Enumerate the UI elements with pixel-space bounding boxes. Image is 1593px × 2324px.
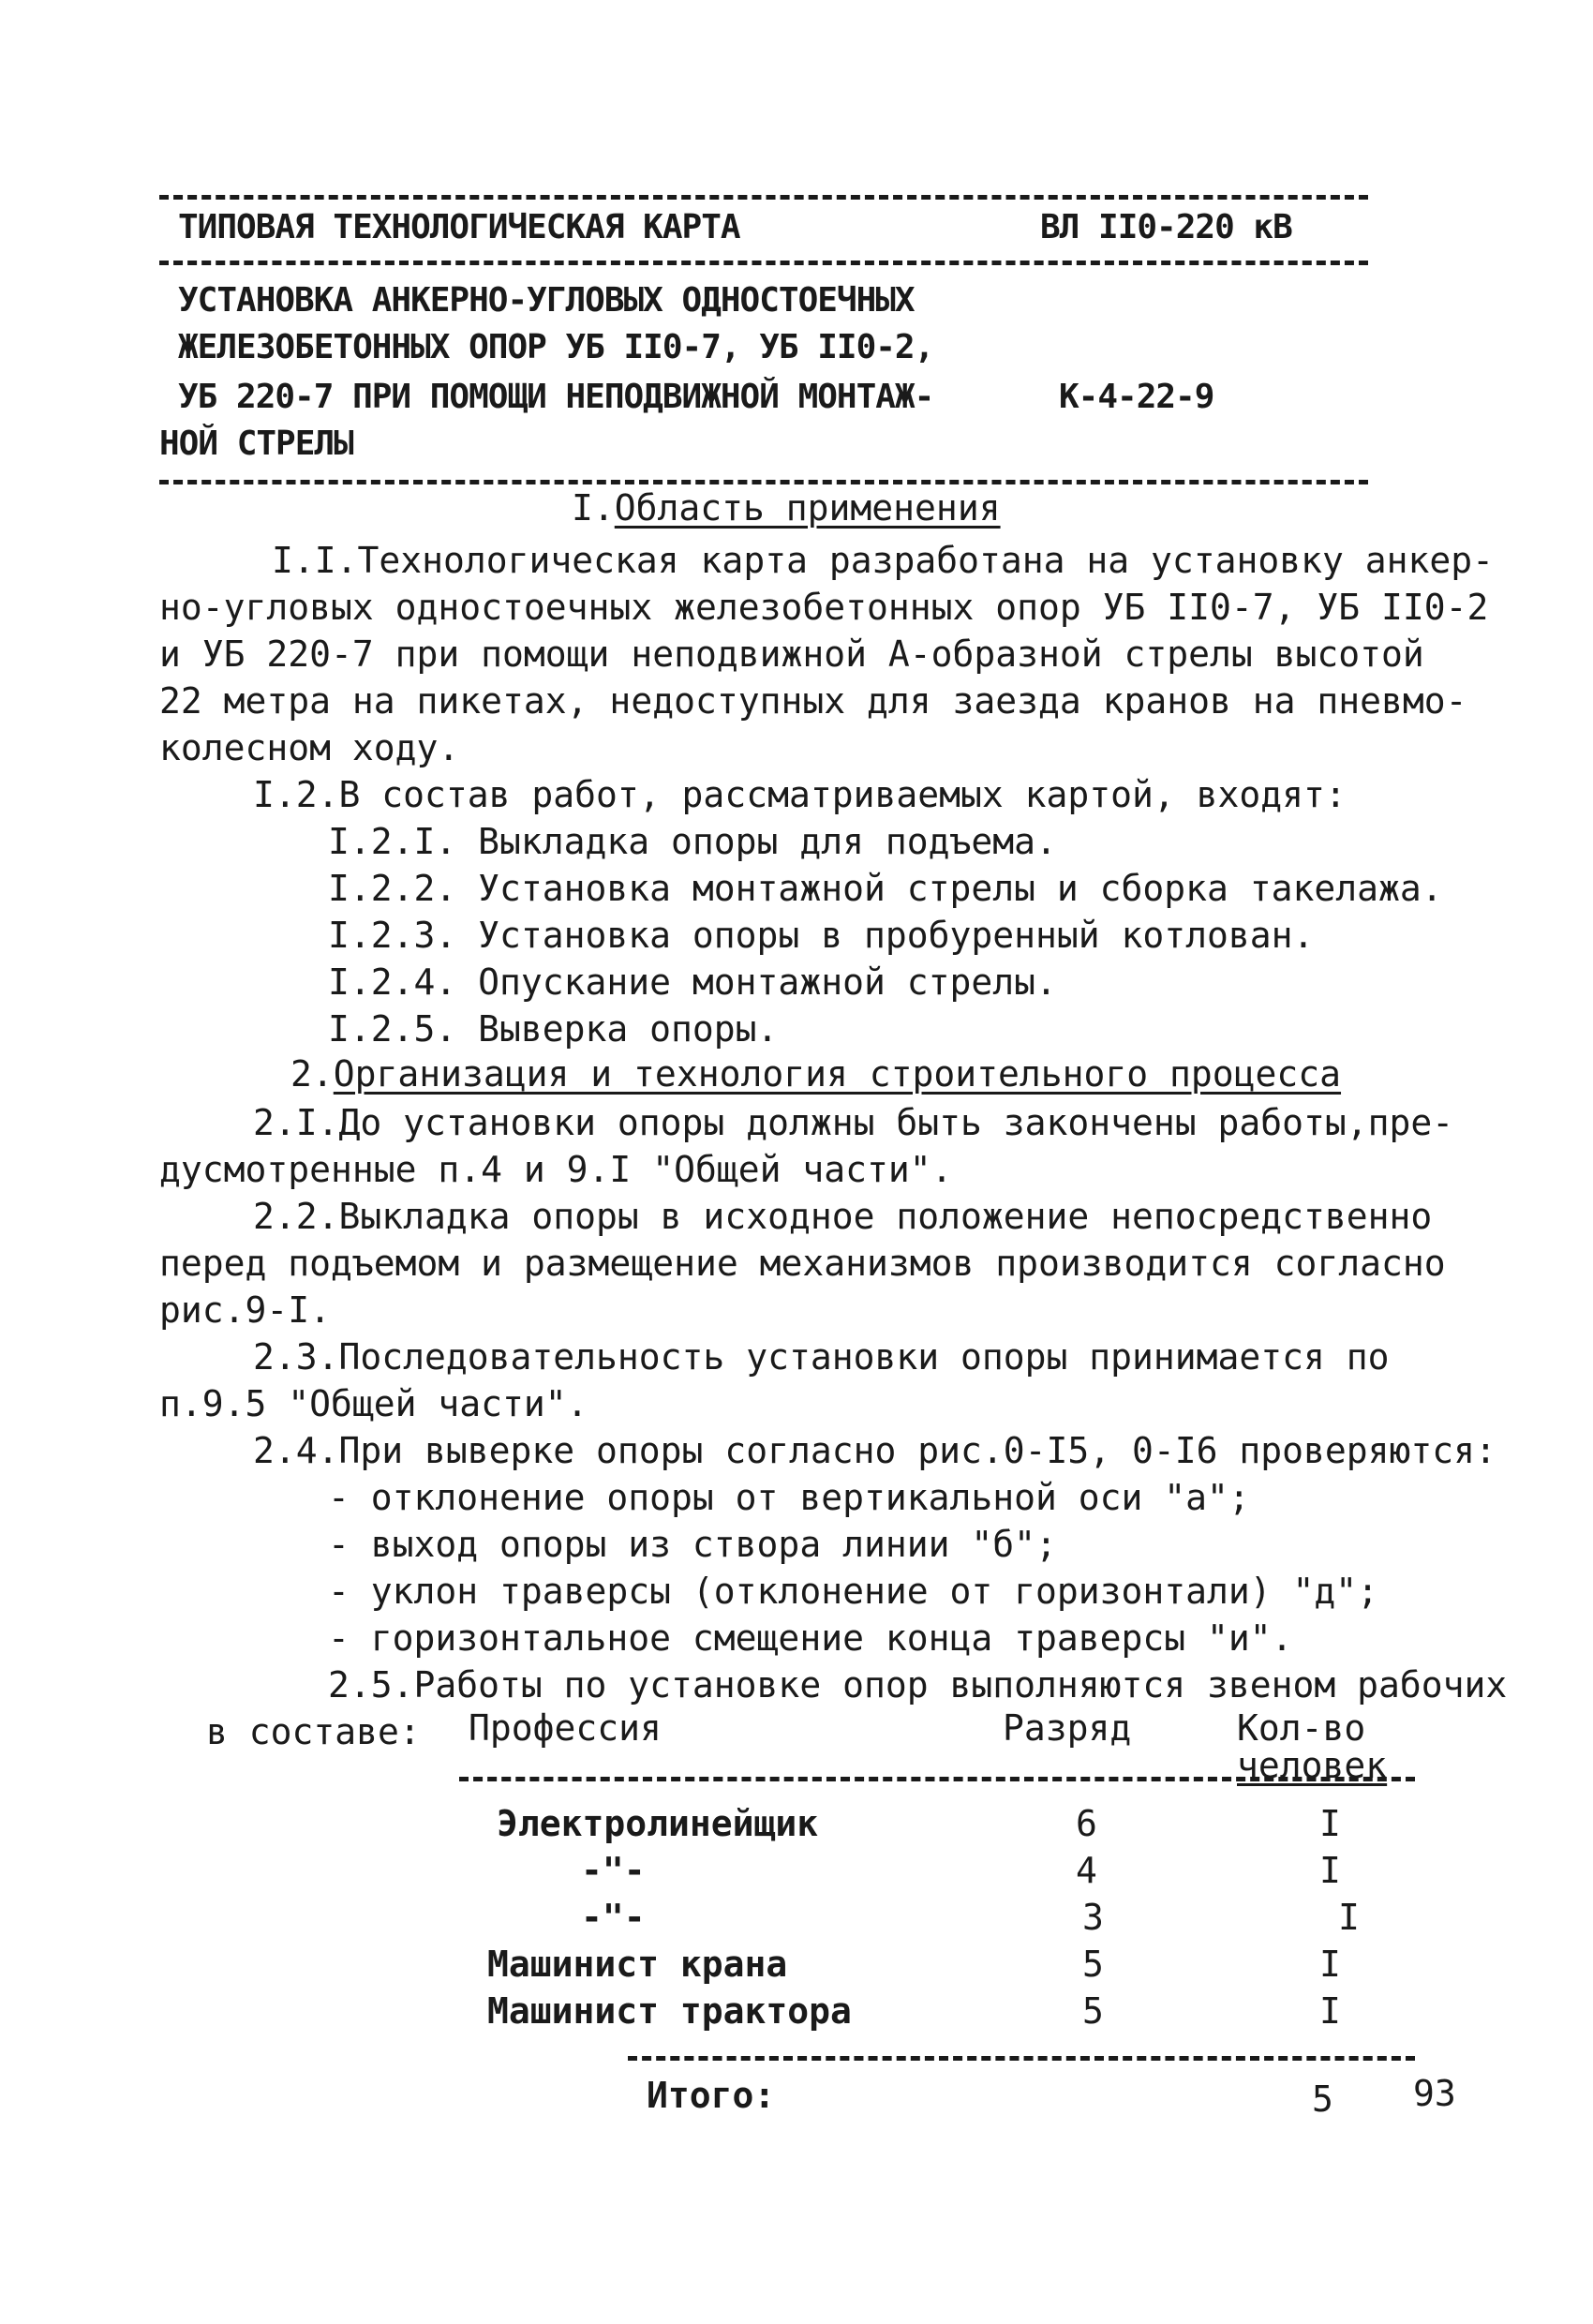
table-row-count: I xyxy=(1319,1850,1341,1891)
work-item: I.2.I. Выкладка опоры для подъема. xyxy=(328,821,1057,862)
col-header-count: Кол-во xyxy=(1237,1707,1366,1749)
table-row-count: I xyxy=(1319,1990,1341,2032)
section1-heading xyxy=(572,487,1001,529)
check-item: - отклонение опоры от вертикальной оси "а"; xyxy=(328,1477,1250,1518)
header-rule-bottom xyxy=(159,480,1368,484)
p1-1-line1: I.I.Технологическая карта разработана на установку анкер- xyxy=(272,540,1495,581)
title-line-4: НОЙ СТРЕЛЫ xyxy=(159,425,353,463)
table-rule-top xyxy=(459,1777,1415,1781)
p2-3-line2: п.9.5 "Общей части". xyxy=(159,1383,588,1424)
section2-heading xyxy=(290,1053,1341,1095)
table-row-grade: 3 xyxy=(1082,1897,1104,1938)
p2-1-line1: 2.I.До установки опоры должны быть закончены работы,пре- xyxy=(253,1102,1454,1143)
table-row-count: I xyxy=(1338,1897,1360,1938)
title-line-2: ЖЕЛЕЗОБЕТОННЫХ ОПОР УБ II0-7, УБ II0-2, xyxy=(178,328,934,366)
table-row-profession: -"- xyxy=(581,1850,646,1891)
p1-1-line3: и УБ 220-7 при помощи неподвижной А-образной стрелы высотой xyxy=(159,633,1424,675)
work-item: I.2.5. Выверка опоры. xyxy=(328,1008,779,1050)
p2-2-line2: перед подъемом и размещение механизмов производится согласно xyxy=(159,1243,1446,1284)
col-header-count-2: человек xyxy=(1237,1745,1388,1786)
check-item: - горизонтальное смещение конца траверсы "и". xyxy=(328,1617,1293,1659)
p2-2-line3: рис.9-I. xyxy=(159,1289,332,1331)
title-line-1: УСТАНОВКА АНКЕРНО-УГЛОВЫХ ОДНОСТОЕЧНЫХ xyxy=(178,281,915,320)
p1-1-line2: но-угловых одностоечных железобетонных опор УБ II0-7, УБ II0-2 xyxy=(159,587,1489,628)
table-row-count: I xyxy=(1319,1944,1341,1985)
p1-1-line4: 22 метра на пикетах, недоступных для заезда кранов на пневмо- xyxy=(159,680,1467,722)
title-line-3: УБ 220-7 ПРИ ПОМОЩИ НЕПОДВИЖНОЙ МОНТАЖ- xyxy=(178,378,934,416)
p2-2-line1: 2.2.Выкладка опоры в исходное положение непосредственно xyxy=(253,1196,1433,1237)
work-item: I.2.2. Установка монтажной стрелы и сборка такелажа. xyxy=(328,868,1443,909)
header-rule-top xyxy=(159,195,1368,200)
section2-number: 2. xyxy=(290,1053,334,1095)
work-item: I.2.3. Установка опоры в пробуренный котлован. xyxy=(328,915,1315,956)
line-type: ВЛ II0-220 кВ xyxy=(1040,208,1292,246)
p1-1-line5: колесном ходу. xyxy=(159,727,460,768)
header-rule-mid xyxy=(159,261,1368,265)
doc-type: ТИПОВАЯ ТЕХНОЛОГИЧЕСКАЯ КАРТА xyxy=(178,208,740,246)
table-row-grade: 4 xyxy=(1076,1850,1097,1891)
check-item: - выход опоры из створа линии "б"; xyxy=(328,1524,1057,1565)
col-header-profession: Профессия xyxy=(469,1707,662,1749)
table-row-grade: 5 xyxy=(1082,1990,1104,2032)
p2-5: 2.5.Работы по установке опор выполняются звеном рабочих xyxy=(328,1664,1508,1706)
p2-3-line1: 2.3.Последовательность установки опоры принимается по xyxy=(253,1336,1390,1378)
table-row-profession: Машинист крана xyxy=(487,1944,788,1985)
table-row-profession: -"- xyxy=(581,1897,646,1938)
table-row-grade: 6 xyxy=(1076,1803,1097,1844)
doc-code: К-4-22-9 xyxy=(1059,378,1214,416)
check-item: - уклон траверсы (отклонение от горизонтали) "д"; xyxy=(328,1571,1379,1612)
col-header-grade: Разряд xyxy=(1003,1707,1132,1749)
work-item: I.2.4. Опускание монтажной стрелы. xyxy=(328,961,1057,1003)
total-value: 5 xyxy=(1312,2078,1333,2120)
p2-1-line2: дусмотренные п.4 и 9.I "Общей части". xyxy=(159,1149,953,1190)
p2-5-cont: в составе: xyxy=(206,1711,421,1752)
page-number: 93 xyxy=(1413,2073,1456,2114)
table-rule-bottom xyxy=(628,2056,1415,2061)
table-row-count: I xyxy=(1319,1803,1341,1844)
table-row-grade: 5 xyxy=(1082,1944,1104,1985)
table-row-profession: Машинист трактора xyxy=(487,1990,852,2032)
section2-title: Организация и технология строительного процесса xyxy=(333,1053,1342,1095)
section1-number: I. xyxy=(572,487,615,529)
p2-4: 2.4.При выверке опоры согласно рис.0-I5, 0-I6 проверяются: xyxy=(253,1430,1496,1471)
total-label: Итого: xyxy=(647,2075,776,2116)
p1-2: I.2.В состав работ, рассматриваемых картой, входят: xyxy=(253,774,1347,815)
section1-title: Область применения xyxy=(614,487,1001,529)
table-row-profession: Электролинейщик xyxy=(497,1803,819,1844)
